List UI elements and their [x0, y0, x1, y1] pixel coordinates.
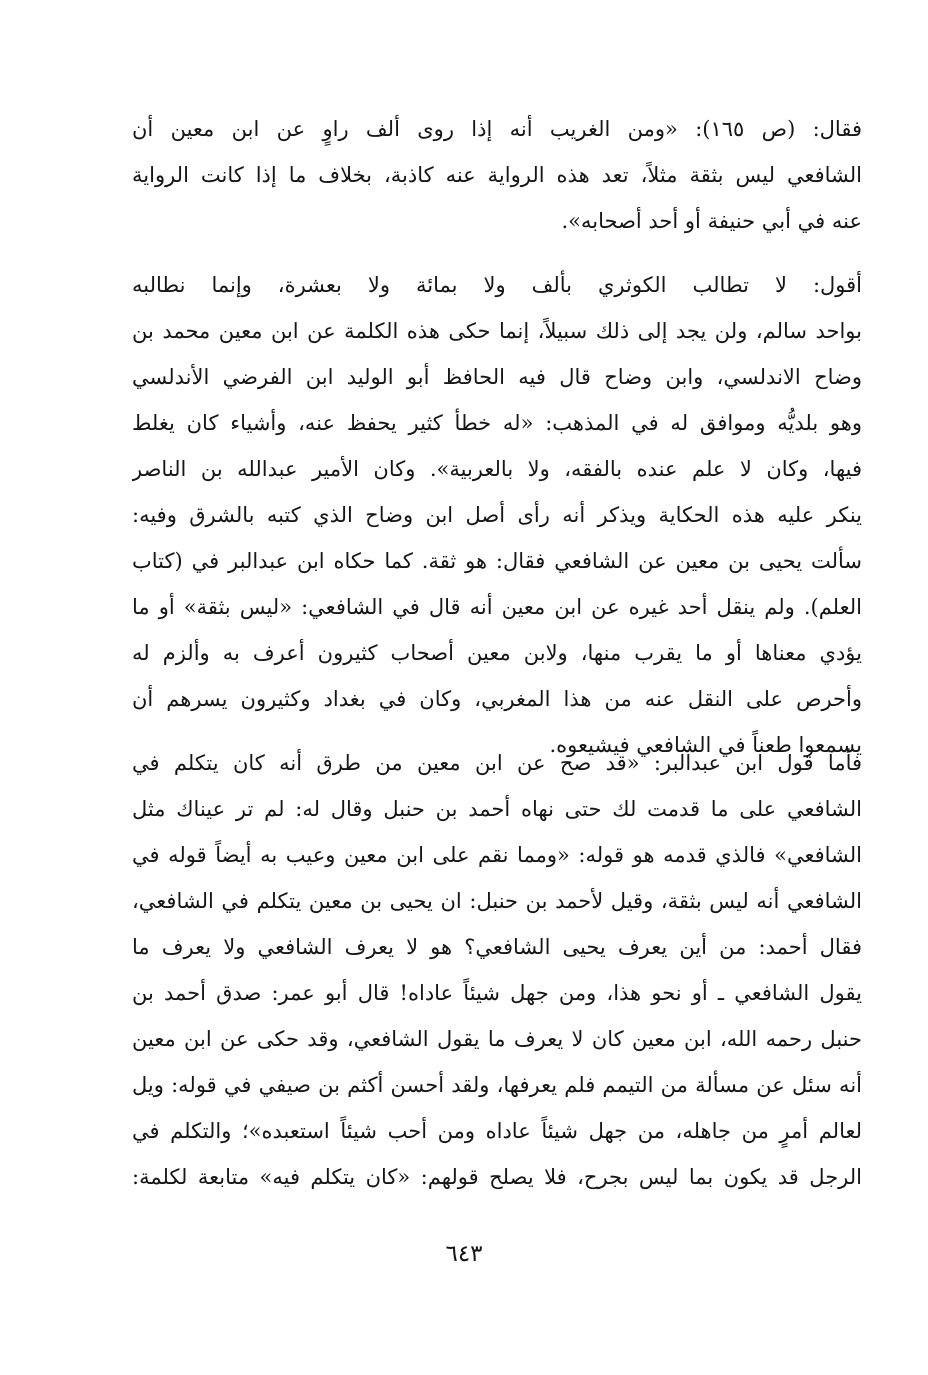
text-line: ينكر عليه هذه الحكاية ويذكر أنه رأى أصل ابن وضاح الذي كتبه بالشرق وفيه:: [132, 503, 862, 527]
text-line: وضاح الاندلسي، وابن وضاح قال فيه الحافظ أبو الوليد ابن الفرضي الأندلسي: [132, 365, 862, 389]
text-line: الشافعي أنه ليس بثقة، وقيل لأحمد بن حنبل: ان يحيى بن معين يتكلم في الشافعي،: [132, 889, 862, 913]
text-line: الشافعي» فالذي قدمه هو قوله: «ومما نقم على ابن معين وعيب به أيضاً قوله في: [132, 843, 862, 867]
paragraph-1: [132, 106, 862, 244]
text-line: وهو بلديُّه وموافق له في المذهب: «له خطأ كثير يحفظ عنه، وأشياء كان يغلط: [132, 411, 862, 435]
text-line: فيها، وكان لا علم عنده بالفقه، ولا بالعربية». وكان الأمير عبدالله بن الناصر: [132, 457, 862, 481]
text-line: وأحرص على النقل عنه من هذا المغربي، وكان في بغداد وكثيرون يسرهم أن: [132, 687, 862, 711]
text-line: فأما قول ابن عبدالبر: «قد صح عن ابن معين من طرق أنه كان يتكلم في: [132, 751, 862, 775]
text-line: لعالم أمرٍ من جاهله، من جهل شيئاً عاداه ومن أحب شيئاً استعبده»؛ والتكلم في: [132, 1119, 862, 1143]
text-line: حنبل رحمه الله، ابن معين كان لا يعرف ما يقول الشافعي، وقد حكى عن ابن معين: [132, 1027, 862, 1051]
text-line: الشافعي ليس بثقة مثلاً، تعد هذه الرواية عنه كاذبة، بخلاف ما إذا كانت الرواية: [132, 163, 862, 187]
text-line: أنه سئل عن مسألة من التيمم فلم يعرفها، ولقد أحسن أكثم بن صيفي في قوله: ويل: [132, 1073, 862, 1097]
text-line: بواحد سالم، ولن يجد إلى ذلك سبيلاً، إنما حكى هذه الكلمة عن ابن معين محمد بن: [132, 319, 862, 343]
paragraph-3: [132, 740, 862, 1200]
text-line: يؤدي معناها أو ما يقرب منها، ولابن معين أصحاب كثيرون أعرف به وألزم له: [132, 641, 862, 665]
text-line: سألت يحيى بن معين عن الشافعي فقال: هو ثقة. كما حكاه ابن عبدالبر في (كتاب: [132, 549, 862, 573]
text-line: يسمعوا طعناً في الشافعي فيشيعوه.: [549, 733, 862, 757]
text-line: عنه في أبي حنيفة أو أحد أصحابه».: [561, 209, 862, 233]
text-line: فقال: (ص ١٦٥): «ومن الغريب أنه إذا روى ألف راوٍ عن ابن معين أن: [132, 117, 862, 141]
text-line: العلم). ولم ينقل أحد غيره عن ابن معين أنه قال في الشافعي: «ليس بثقة» أو ما: [132, 595, 862, 619]
paragraph-2: [132, 262, 862, 768]
text-line: فقال أحمد: من أين يعرف يحيى الشافعي؟ هو لا يعرف الشافعي ولا يعرف ما: [132, 935, 862, 959]
text-line: أقول: لا تطالب الكوثري بألف ولا بمائة ولا بعشرة، وإنما نطالبه: [132, 273, 862, 297]
text-line: الرجل قد يكون بما ليس بجرح، فلا يصلح قولهم: «كان يتكلم فيه» متابعة لكلمة:: [132, 1165, 862, 1189]
text-line: الشافعي على ما قدمت لك حتى نهاه أحمد بن حنبل وقال له: لم تر عيناك مثل: [132, 797, 862, 821]
page-number: ٦٤٣: [445, 1241, 483, 1267]
text-line: يقول الشافعي ـ أو نحو هذا، ومن جهل شيئاً عاداه! قال أبو عمر: صدق أحمد بن: [132, 981, 862, 1005]
